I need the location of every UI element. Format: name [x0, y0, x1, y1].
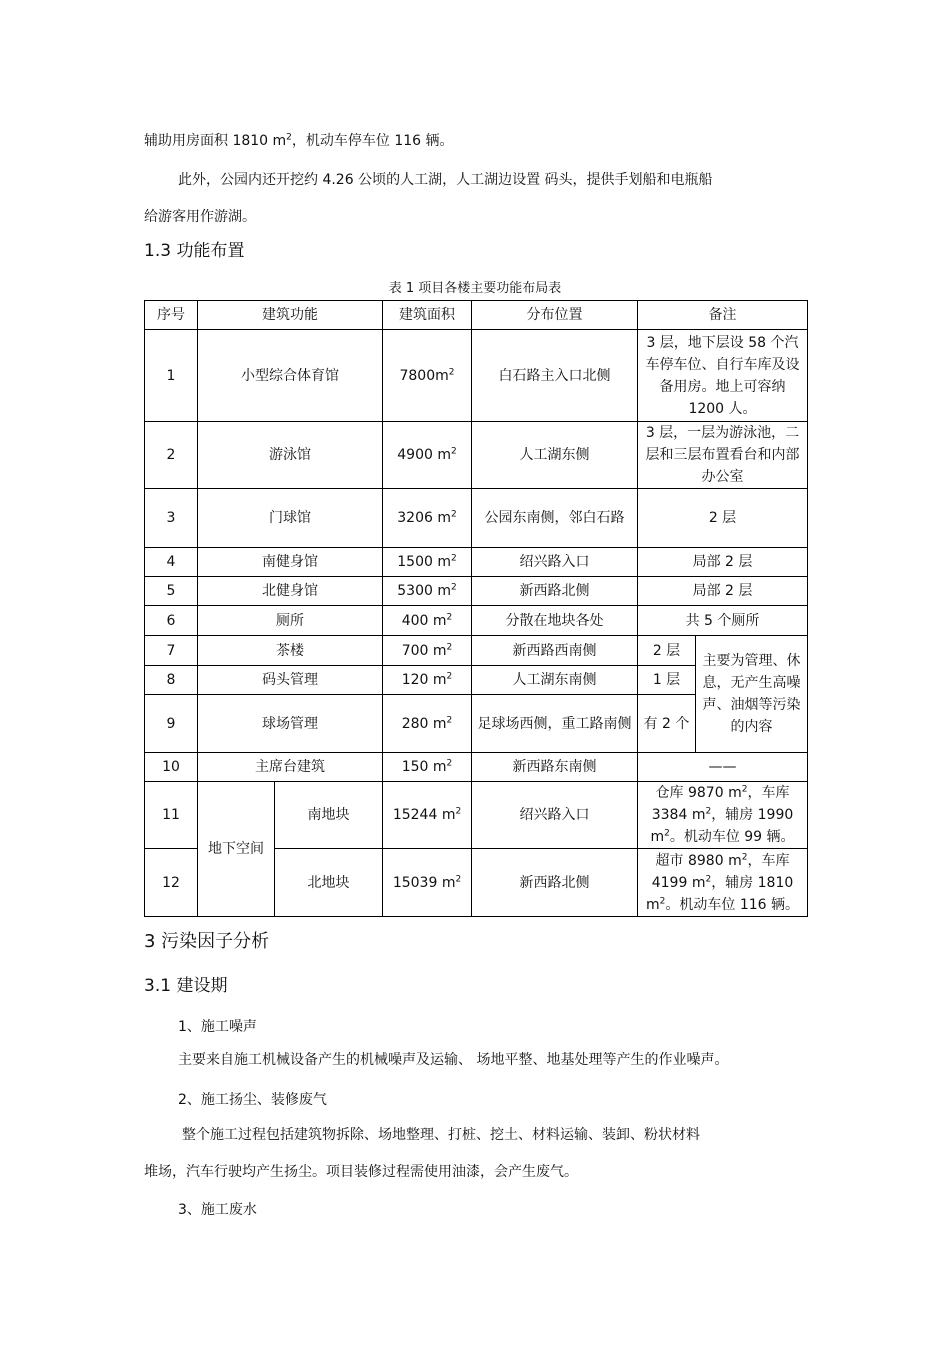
- underground-label: 地下空间: [198, 782, 275, 917]
- row-area: 15039 $m^2$: [383, 849, 472, 917]
- row-note: 超市 8980 $m^2$，车库 4199 $m^2$，辅房 1810 $m^2$。机动车位 116 辆。: [638, 849, 808, 917]
- row-note: 3 层，地下层设 58 个汽车停车位、自行车库及设备用房。地上可容纳 1200 人。: [638, 330, 808, 422]
- row-function: 北健身馆: [198, 577, 383, 606]
- row-no: 6: [145, 606, 198, 636]
- merged-note: 主要为管理、休息，无产生高噪声、油烟等污染的内容: [696, 636, 808, 753]
- row-function: 门球馆: [198, 489, 383, 548]
- row-no: 8: [145, 666, 198, 695]
- row-area: 120 $m^2$: [383, 666, 472, 695]
- row-function: 北地块: [275, 849, 383, 917]
- row-function: 南地块: [275, 782, 383, 849]
- row-note: 局部 2 层: [638, 577, 808, 606]
- row-location: 绍兴路入口: [472, 782, 638, 849]
- table-caption: 表 1 项目各楼主要功能布局表: [388, 281, 562, 296]
- table-row: [145, 753, 808, 782]
- item-title: 1、施工噪声: [178, 1019, 257, 1035]
- table-row: [145, 606, 808, 636]
- row-location: 新西路北侧: [472, 849, 638, 917]
- table-row: [145, 422, 808, 489]
- intro-line-2: 此外，公园内还开挖约 4.26 公顷的人工湖，人工湖边设置 码头，提供手划船和电瓶船: [178, 172, 713, 188]
- section-heading-3-1: 3.1 建设期: [144, 976, 228, 996]
- table-row: [145, 636, 808, 666]
- row-note: 3 层，一层为游泳池，二层和三层布置看台和内部办公室: [638, 422, 808, 489]
- function-layout-table: [144, 300, 808, 917]
- row-no: 3: [145, 489, 198, 548]
- table-row: [145, 548, 808, 577]
- row-area: 150 $m^2$: [383, 753, 472, 782]
- header-cell: 分布位置: [472, 301, 638, 330]
- row-function: 游泳馆: [198, 422, 383, 489]
- row-area: 280 $m^2$: [383, 695, 472, 753]
- row-area: 15244 $m^2$: [383, 782, 472, 849]
- header-cell: 建筑面积: [383, 301, 472, 330]
- row-area: $7800m^2$: [383, 330, 472, 422]
- table-row: [145, 489, 808, 548]
- row-function: 茶楼: [198, 636, 383, 666]
- intro-line-3: 给游客用作游湖。: [144, 209, 256, 225]
- row-area: 3206 $m^2$: [383, 489, 472, 548]
- row-function: 码头管理: [198, 666, 383, 695]
- row-no: 10: [145, 753, 198, 782]
- row-note: 局部 2 层: [638, 548, 808, 577]
- row-no: 4: [145, 548, 198, 577]
- table-header-row: [145, 301, 808, 330]
- row-no: 12: [145, 849, 198, 917]
- row-no: 9: [145, 695, 198, 753]
- row-location: 绍兴路入口: [472, 548, 638, 577]
- row-location: 新西路西南侧: [472, 636, 638, 666]
- row-note: 2 层: [638, 489, 808, 548]
- row-area: 4900 $m^2$: [383, 422, 472, 489]
- row-area: 700 $m^2$: [383, 636, 472, 666]
- section-heading-3: 3 污染因子分析: [144, 931, 270, 952]
- row-note: 有 2 个: [638, 695, 696, 753]
- row-note: 仓库 9870 $m^2$，车库 3384 $m^2$，辅房 1990 $m^2$。机动车位 99 辆。: [638, 782, 808, 849]
- intro-line-1: 辅助用房面积 1810 $m^2$，机动车停车位 116 辆。: [144, 132, 454, 149]
- row-location: 分散在地块各处: [472, 606, 638, 636]
- row-location: 新西路北侧: [472, 577, 638, 606]
- row-function: 主席台建筑: [198, 753, 383, 782]
- row-function: 厕所: [198, 606, 383, 636]
- item-body-line: 整个施工过程包括建筑物拆除、场地整理、打桩、挖土、材料运输、装卸、粉状材料: [182, 1127, 700, 1143]
- row-location: 足球场西侧，重工路南侧: [472, 695, 638, 753]
- row-location: 新西路东南侧: [472, 753, 638, 782]
- row-area: 400 $m^2$: [383, 606, 472, 636]
- table-row: [145, 330, 808, 422]
- row-note: 1 层: [638, 666, 696, 695]
- row-note: ——: [638, 753, 808, 782]
- row-area: 5300 $m^2$: [383, 577, 472, 606]
- row-no: 5: [145, 577, 198, 606]
- section-heading-1-3: 1.3 功能布置: [144, 241, 245, 261]
- row-function: 南健身馆: [198, 548, 383, 577]
- header-cell: 备注: [638, 301, 808, 330]
- row-location: 人工湖东南侧: [472, 666, 638, 695]
- row-function: 小型综合体育馆: [198, 330, 383, 422]
- item-body-line: 主要来自施工机械设备产生的机械噪声及运输、 场地平整、地基处理等产生的作业噪声。: [178, 1052, 729, 1068]
- table-row: [145, 782, 808, 849]
- item-title: 3、施工废水: [178, 1202, 257, 1218]
- row-no: 11: [145, 782, 198, 849]
- row-location: 人工湖东侧: [472, 422, 638, 489]
- header-cell: 建筑功能: [198, 301, 383, 330]
- row-location: 白石路主入口北侧: [472, 330, 638, 422]
- item-body-line: 堆场，汽车行驶均产生扬尘。项目装修过程需使用油漆，会产生废气。: [144, 1164, 578, 1180]
- row-no: 1: [145, 330, 198, 422]
- row-note: 2 层: [638, 636, 696, 666]
- row-area: 1500 $m^2$: [383, 548, 472, 577]
- row-note: 共 5 个厕所: [638, 606, 808, 636]
- row-no: 2: [145, 422, 198, 489]
- row-no: 7: [145, 636, 198, 666]
- header-cell: 序号: [145, 301, 198, 330]
- row-location: 公园东南侧，邻白石路: [472, 489, 638, 548]
- row-function: 球场管理: [198, 695, 383, 753]
- item-title: 2、施工扬尘、装修废气: [178, 1092, 327, 1108]
- table-row: [145, 577, 808, 606]
